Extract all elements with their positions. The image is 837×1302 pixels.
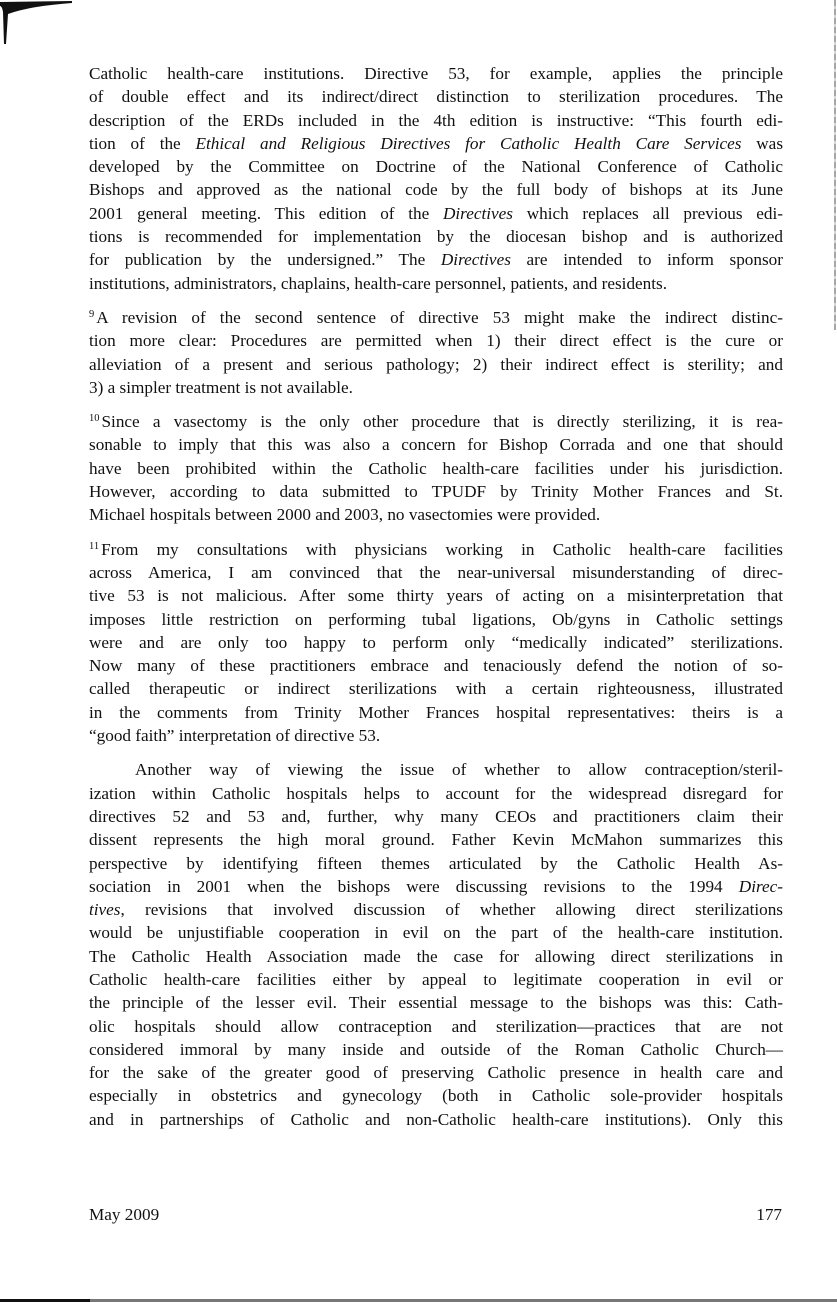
text-line: tives, revisions that involved discussion of whether allowing direct sterilizations	[89, 900, 783, 920]
text-line: tive 53 is not malicious. After some thirty years of acting on a misinterpretation that	[89, 586, 783, 606]
text-line: The Catholic Health Association made the case for allowing direct sterilizations in	[89, 946, 783, 966]
text-line: olic hospitals should allow contraception and sterilization—practices that are not	[89, 1016, 783, 1036]
text-line: and in partnerships of Catholic and non-Catholic health-care institutions). Only this	[89, 1109, 783, 1129]
text-line: imposes little restriction on performing tubal ligations, Ob/gyns in Catholic settings	[89, 609, 783, 629]
text-line: ization within Catholic hospitals helps to account for the widespread disregard for	[89, 783, 783, 803]
footnote-10	[89, 410, 783, 526]
scan-right-edge	[834, 0, 836, 330]
text-line: would be unjustifiable cooperation in evil on the part of the health-care institution.	[89, 923, 783, 943]
text-line: tion more clear: Procedures are permitted when 1) their direct effect is the cure or	[89, 331, 783, 351]
text-line: directives 52 and 53 and, further, why many CEOs and practitioners claim their	[89, 806, 783, 826]
text-line: considered immoral by many inside and outside of the Roman Catholic Church—	[89, 1039, 783, 1059]
text-line: $^{10}$ Since a vasectomy is the only other procedure that is directly sterilizing, it is rea-	[89, 412, 783, 432]
text-line: were and are only too happy to perform only “medically indicated” sterilizations.	[89, 632, 783, 652]
text-line: 2001 general meeting. This edition of the Directives which replaces all previous edi-	[89, 203, 783, 223]
paragraph-gap	[89, 399, 783, 410]
text-line: the principle of the lesser evil. Their essential message to the bishops was this: Cath-	[89, 993, 783, 1013]
italic-title: Directives	[440, 250, 511, 270]
footnote-marker: 11	[89, 540, 100, 552]
text-line: of double effect and its indirect/direct distinction to sterilization procedures. The	[89, 87, 783, 107]
text-line: across America, I am convinced that the near-universal misunderstanding of direc-	[89, 562, 783, 582]
footnote-marker: 10	[89, 413, 100, 425]
text-line: for publication by the undersigned.” The Directives are intended to inform sponsor	[89, 250, 783, 270]
text-line: sonable to imply that this was also a concern for Bishop Corrada and one that should	[89, 435, 783, 455]
text-line: $^{11}$ From my consultations with physicians working in Catholic health-care facilities	[89, 539, 783, 559]
paragraph-gap	[89, 747, 783, 758]
text-line: description of the ERDs included in the 4th edition is instructive: “This fourth edi-	[89, 110, 783, 130]
body-paragraph	[89, 758, 783, 1131]
footnote-11	[89, 538, 783, 748]
text-line: alleviation of a present and serious pathology; 2) their indirect effect is sterility; and	[89, 354, 783, 374]
text-line: Now many of these practitioners embrace and tenaciously defend the notion of so-	[89, 656, 783, 676]
footnote-marker: 9	[89, 308, 95, 320]
text-line: called therapeutic or indirect sterilizations with a certain righteousness, illustrated	[89, 679, 783, 699]
text-line: Catholic health-care facilities either by appeal to legitimate cooperation in evil or	[89, 969, 783, 989]
text-line: institutions, administrators, chaplains, health-care personnel, patients, and residents.	[89, 273, 668, 293]
text-line: perspective by identifying fifteen themes articulated by the Catholic Health As-	[89, 853, 783, 873]
footnote-9	[89, 306, 783, 399]
italic-title: tives	[89, 900, 121, 920]
text-line: dissent represents the high moral ground. Father Kevin McMahon summarizes this	[89, 830, 783, 850]
text-line: for the sake of the greater good of preserving Catholic presence in health care and	[89, 1063, 783, 1083]
text-line: developed by the Committee on Doctrine of the National Conference of Catholic	[89, 157, 783, 177]
text-line: However, according to data submitted to TPUDF by Trinity Mother Frances and St.	[89, 482, 783, 502]
text-line: Bishops and approved as the national code by the full body of bishops at its June	[89, 180, 783, 200]
italic-title: Direc-	[738, 876, 783, 896]
italic-title: Ethical and Religious Directives for Catholic Health Care Services	[195, 133, 742, 153]
text-line: sociation in 2001 when the bishops were discussing revisions to the 1994 Direc-	[89, 876, 783, 896]
page-number: 177	[756, 1205, 782, 1224]
text-line: in the comments from Trinity Mother Frances hospital representatives: theirs is a	[89, 702, 783, 722]
text-line: 3) a simpler treatment is not available.	[89, 377, 353, 397]
paragraph-gap	[89, 527, 783, 538]
text-line: especially in obstetrics and gynecology (both in Catholic sole-provider hospitals	[89, 1086, 783, 1106]
italic-title: Directives	[442, 203, 513, 223]
page-body-text	[89, 62, 783, 1131]
text-line: Catholic health-care institutions. Directive 53, for example, applies the principle	[89, 64, 783, 83]
text-line: “good faith” interpretation of directive 53.	[89, 726, 381, 746]
text-line: Michael hospitals between 2000 and 2003, no vasectomies were provided.	[89, 505, 601, 525]
footer-date: May 2009	[89, 1205, 160, 1224]
text-line: tions is recommended for implementation by the diocesan bishop and is authorized	[89, 227, 783, 247]
text-line: tion of the Ethical and Religious Directives for Catholic Health Care Services was	[89, 133, 784, 153]
scan-corner-mark	[0, 0, 72, 50]
text-line: Another way of viewing the issue of whether to allow contraception/steril-	[135, 760, 783, 780]
text-line: $^9$ A revision of the second sentence of directive 53 might make the indirect distinc-	[89, 307, 783, 327]
body-paragraph	[89, 62, 783, 295]
text-line: have been prohibited within the Catholic health-care facilities under his jurisdiction.	[89, 458, 783, 478]
paragraph-gap	[89, 295, 783, 306]
